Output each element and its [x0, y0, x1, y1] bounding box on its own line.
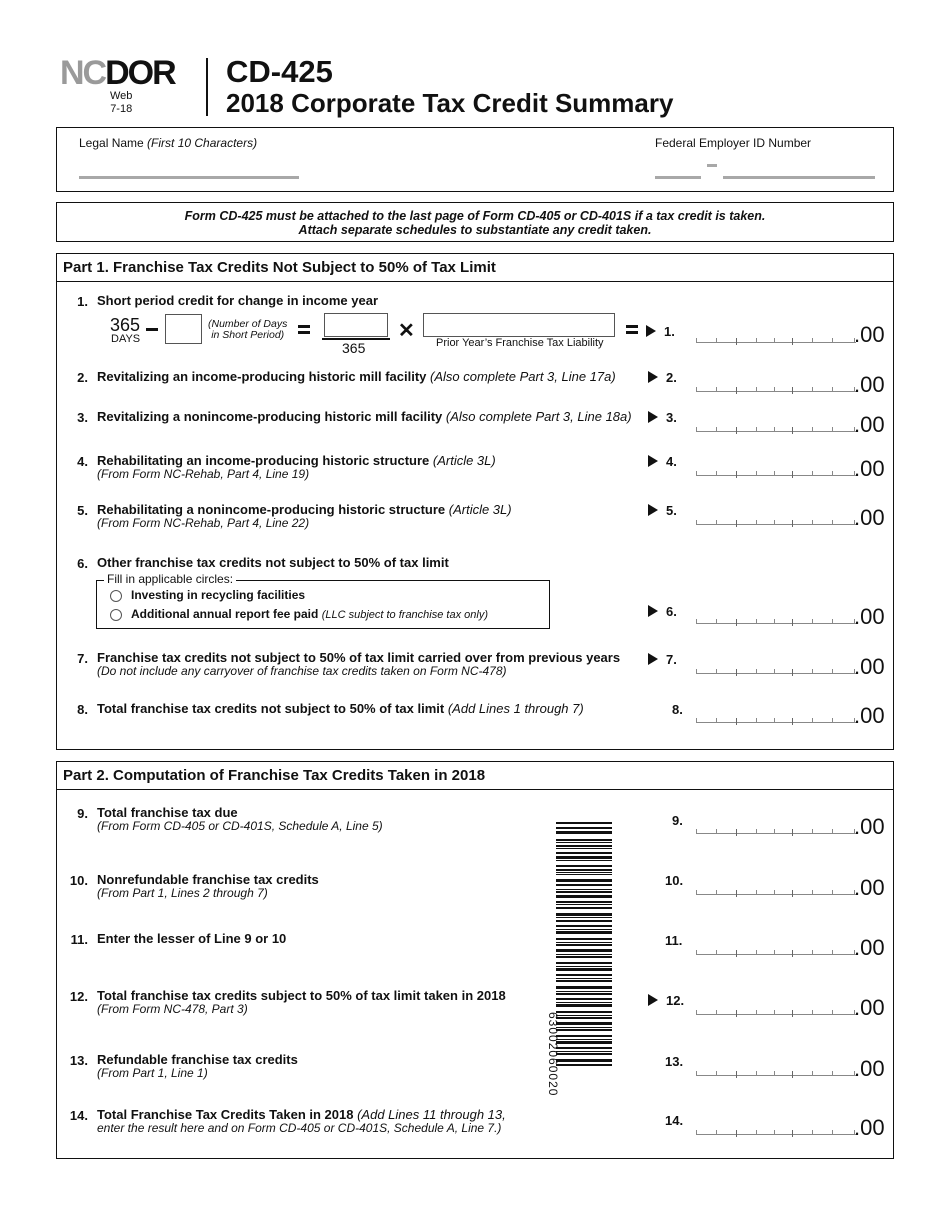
line1-number: 1.	[77, 294, 88, 309]
line7-label: Franchise tax credits not subject to 50% of tax limit carried over from previous years	[97, 650, 621, 665]
header-divider	[206, 58, 208, 116]
line7-cents: .00	[854, 654, 885, 679]
line1-cents: .00	[854, 322, 885, 347]
line7-sub: (Do not include any carryover of franchise tax credits taken on Form NC-478)	[97, 664, 507, 678]
notice-line2: Attach separate schedules to substantiate any credit taken.	[298, 223, 652, 237]
option-recycling-label: Investing in recycling facilities	[131, 588, 306, 602]
arrow-icon	[646, 325, 656, 337]
days-label: DAYS	[111, 333, 141, 345]
fein-input-part2[interactable]	[723, 176, 875, 179]
fein-hyphen	[707, 164, 717, 167]
line9-label: Total franchise tax due	[97, 805, 238, 820]
line6-cents: .00	[854, 604, 885, 629]
line5-cents: .00	[854, 505, 885, 530]
minus-sign	[146, 328, 158, 331]
line3-ref: 3.	[648, 410, 677, 425]
fein-input-part1[interactable]	[655, 176, 701, 179]
line6-ref: 6.	[648, 604, 677, 619]
fill-circles-label: Fill in applicable circles:	[104, 572, 236, 586]
arrow-icon	[648, 455, 658, 467]
line1-label: Short period credit for change in income year	[97, 293, 379, 308]
line12-ref: 12.	[648, 993, 684, 1008]
line12-sub: (From Form NC-478, Part 3)	[97, 1002, 248, 1016]
line11-label: Enter the lesser of Line 9 or 10	[97, 931, 287, 946]
line4-label: Rehabilitating an income-producing historic structure (Article 3L)	[97, 453, 496, 468]
line3-cents: .00	[854, 412, 885, 437]
line11-cents: .00	[854, 935, 885, 960]
line12-amount[interactable]	[696, 1005, 856, 1015]
ratio-denominator: 365	[342, 340, 366, 356]
short-period-hint: (Number of Days in Short Period)	[208, 318, 288, 341]
line8-amount[interactable]	[696, 713, 856, 723]
line2-amount[interactable]	[696, 382, 856, 392]
line14-amount[interactable]	[696, 1125, 856, 1135]
line2-label: Revitalizing an income-producing historic mill facility (Also complete Part 3, Line 17a)	[97, 369, 616, 384]
line14-ref: 14.	[665, 1113, 684, 1128]
id-section	[56, 127, 894, 192]
arrow-icon	[648, 504, 658, 516]
line9-ref: 9.	[672, 813, 683, 828]
line4-cents: .00	[854, 456, 885, 481]
line1-ref: 1.	[646, 324, 675, 339]
line11-number: 11.	[70, 932, 88, 947]
line13-number: 13.	[69, 1053, 88, 1068]
line9-amount[interactable]	[696, 824, 856, 834]
line5-sub: (From Form NC-Rehab, Part 4, Line 22)	[97, 516, 310, 530]
line4-ref: 4.	[648, 454, 677, 469]
line13-sub: (From Part 1, Line 1)	[97, 1066, 208, 1080]
short-period-days-input[interactable]	[165, 314, 202, 344]
form-number: CD-425	[226, 54, 333, 89]
line7-amount[interactable]	[696, 664, 856, 674]
line14-sub: enter the result here and on Form CD-405 or CD-401S, Schedule A, Line 7.)	[97, 1121, 502, 1135]
line14-label: Total Franchise Tax Credits Taken in 2018 (Add Lines 11 through 13,	[97, 1107, 506, 1122]
line6-label: Other franchise tax credits not subject to 50% of tax limit	[97, 555, 449, 570]
line10-label: Nonrefundable franchise tax credits	[97, 872, 319, 887]
arrow-icon	[648, 411, 658, 423]
barcode	[556, 822, 612, 1116]
equals-sign-2	[626, 325, 638, 334]
part2-title: Part 2. Computation of Franchise Tax Credits Taken in 2018	[57, 762, 893, 790]
line14-number: 14.	[69, 1108, 88, 1123]
line1-amount[interactable]	[696, 333, 856, 343]
line9-number: 9.	[77, 806, 88, 821]
arrow-icon	[648, 605, 658, 617]
notice-line1: Form CD-425 must be attached to the last page of Form CD-405 or CD-401S if a tax credit is taken.	[184, 209, 766, 223]
ratio-numerator-input[interactable]	[324, 313, 388, 337]
attachment-notice	[56, 202, 894, 242]
part1-title: Part 1. Franchise Tax Credits Not Subject to 50% of Tax Limit	[57, 254, 893, 282]
days-365: 365	[110, 315, 141, 335]
line11-amount[interactable]	[696, 945, 856, 955]
line3-label: Revitalizing a nonincome-producing historic mill facility (Also complete Part 3, Line 18a)	[97, 409, 632, 424]
line5-number: 5.	[77, 503, 88, 518]
line10-number: 10.	[69, 873, 88, 888]
line3-amount[interactable]	[696, 422, 856, 432]
option-report-fee-label: Additional annual report fee paid (LLC subject to franchise tax only)	[131, 607, 488, 621]
line4-number: 4.	[77, 454, 88, 469]
line5-label: Rehabilitating a nonincome-producing historic structure (Article 3L)	[97, 502, 512, 517]
line4-sub: (From Form NC-Rehab, Part 4, Line 19)	[97, 467, 310, 481]
line3-number: 3.	[77, 410, 88, 425]
line9-sub: (From Form CD-405 or CD-401S, Schedule A, Line 5)	[97, 819, 383, 833]
line11-ref: 11.	[665, 933, 683, 948]
option-report-fee-radio[interactable]	[110, 609, 122, 621]
line13-ref: 13.	[665, 1054, 684, 1069]
multiply-sign: ✕	[398, 320, 415, 342]
line4-amount[interactable]	[696, 466, 856, 476]
arrow-icon	[648, 371, 658, 383]
line8-label: Total franchise tax credits not subject to 50% of tax limit (Add Lines 1 through 7)	[97, 701, 584, 716]
line10-ref: 10.	[665, 873, 684, 888]
line14-cents: .00	[854, 1115, 885, 1140]
line2-ref: 2.	[648, 370, 677, 385]
line8-number: 8.	[77, 702, 88, 717]
prior-year-liability-input[interactable]	[423, 313, 615, 337]
line5-ref: 5.	[648, 503, 677, 518]
line12-cents: .00	[854, 995, 885, 1020]
line2-number: 2.	[77, 370, 88, 385]
line8-cents: .00	[854, 703, 885, 728]
arrow-icon	[648, 994, 658, 1006]
line5-amount[interactable]	[696, 515, 856, 525]
line10-sub: (From Part 1, Lines 2 through 7)	[97, 886, 268, 900]
web-revision: Web 7-18	[110, 90, 133, 115]
arrow-icon	[648, 653, 658, 665]
equals-sign-1	[298, 325, 310, 334]
line12-label: Total franchise tax credits subject to 50% of tax limit taken in 2018	[97, 988, 506, 1003]
line10-amount[interactable]	[696, 885, 856, 895]
line8-ref: 8.	[672, 702, 683, 717]
prior-year-label: Prior Year’s Franchise Tax Liability	[436, 337, 604, 349]
line2-cents: .00	[854, 372, 885, 397]
fein-label: Federal Employer ID Number	[655, 136, 812, 150]
line7-ref: 7.	[648, 652, 677, 667]
line7-number: 7.	[77, 651, 88, 666]
legal-name-input[interactable]	[79, 176, 299, 179]
line13-cents: .00	[854, 1056, 885, 1081]
barcode-text: 63002060020	[546, 1012, 560, 1097]
line9-cents: .00	[854, 814, 885, 839]
line13-label: Refundable franchise tax credits	[97, 1052, 298, 1067]
legal-name-label: Legal Name (First 10 Characters)	[79, 136, 258, 150]
line12-number: 12.	[69, 989, 88, 1004]
line6-amount[interactable]	[696, 614, 856, 624]
line10-cents: .00	[854, 875, 885, 900]
ncdor-logo: NCDOR	[60, 54, 175, 92]
option-recycling-radio[interactable]	[110, 590, 122, 602]
form-title: 2018 Corporate Tax Credit Summary	[226, 88, 674, 118]
line13-amount[interactable]	[696, 1066, 856, 1076]
line6-number: 6.	[77, 556, 88, 571]
